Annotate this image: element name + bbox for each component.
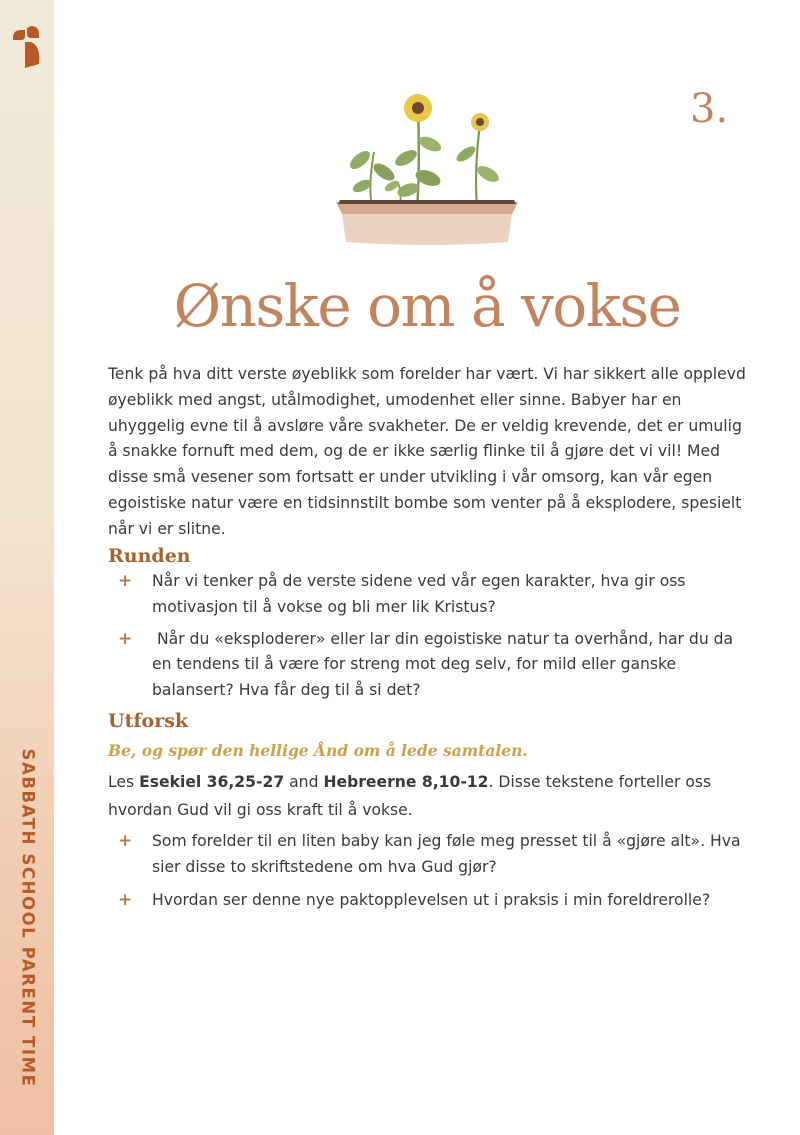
runden-list bbox=[108, 569, 748, 704]
plus-icon: + bbox=[118, 831, 133, 851]
list-item-text: Når vi tenker på de verste sidene ved vår egen karakter, hva gir oss motivasjon til å vokse og bli mer lik Kristus? bbox=[152, 572, 686, 616]
side-vertical-label: SABBATH SCHOOL PARENT TIME bbox=[18, 748, 38, 1088]
list-item bbox=[108, 627, 748, 704]
read-and: and bbox=[284, 773, 324, 791]
list-item bbox=[108, 888, 748, 914]
sprout-logo-icon bbox=[11, 26, 43, 68]
utforsk-list bbox=[108, 829, 748, 913]
intro-paragraph: Tenk på hva ditt verste øyeblikk som forelder har vært. Vi har sikkert alle opplevd øyeblikk med angst, utålmodighet, umodenhet eller sinne. Babyer har en uhyggelig evne til å avsløre våre svakheter. De er veldig krevende, det er umulig å snakke fornuft med dem, og de er ikke særlig flinke til å gjøre det vi vil! Med disse små vesener som fortsatt er under utvikling i vår omsorg, kan vår egen egoistiske natur være en tidsinnstilt bombe som venter på å eksplodere, spesielt når vi er slitne. bbox=[108, 365, 746, 538]
list-item bbox=[108, 569, 748, 621]
list-item-text: Hvordan ser denne nye paktopplevelsen ut i praksis i min foreldrerolle? bbox=[152, 890, 711, 909]
plus-icon: + bbox=[118, 889, 133, 910]
scripture-reading-line bbox=[108, 768, 748, 824]
list-item-text: Når du «eksploderer» eller lar din egoistiske natur ta overhånd, har du da en tendens til å være for streng mot deg selv, for mild eller ganske balansert? Hva får deg til å si det? bbox=[152, 629, 739, 700]
page-title: Ønske om å vokse bbox=[173, 272, 681, 340]
section-heading-utforsk: Utforsk bbox=[108, 710, 189, 732]
read-prefix: Les bbox=[108, 773, 140, 791]
lesson-number: 3. bbox=[690, 86, 729, 132]
plus-icon: + bbox=[118, 571, 133, 591]
plus-icon: + bbox=[118, 628, 133, 649]
prayer-prompt: Be, og spør den hellige Ånd om å lede samtalen. bbox=[108, 741, 528, 760]
section-heading-runden: Runden bbox=[108, 545, 191, 567]
side-strip bbox=[0, 0, 54, 1135]
scripture-reference: Esekiel 36,25-27 bbox=[139, 773, 285, 791]
sunflower-planter-icon bbox=[332, 90, 522, 250]
scripture-reference: Hebreerne 8,10-12 bbox=[323, 773, 489, 791]
read-suffix: . Disse tekstene forteller oss hvordan Gud vil gi oss kraft til å vokse. bbox=[108, 773, 712, 819]
list-item-text: Som forelder til en liten baby kan jeg føle meg presset til å «gjøre alt». Hva sier disse to skriftstedene om hva Gud gjør? bbox=[152, 832, 741, 876]
list-item bbox=[108, 829, 748, 881]
